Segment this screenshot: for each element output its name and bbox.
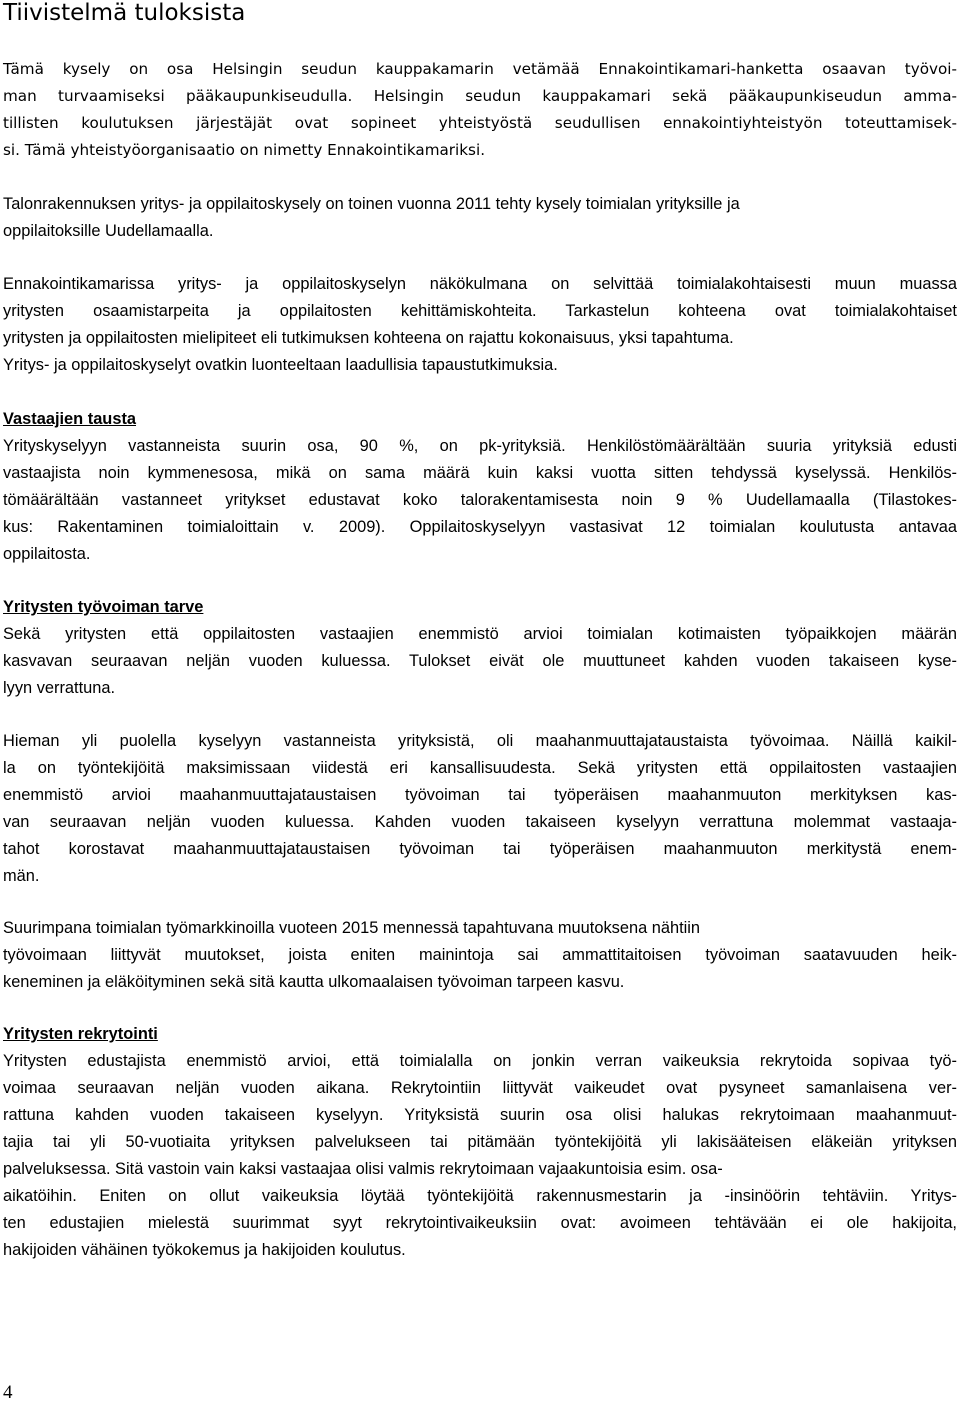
text-line: kus: Rakentaminen toimialoittain v. 2009). Oppilaitoskyselyyn vastasivat 12 toimialan koulutusta antavaa (3, 518, 957, 536)
text-line: män. (3, 867, 40, 885)
workforce-paragraph-1 (3, 621, 957, 702)
text-line: hakijoiden vähäinen työkokemus ja hakijoiden koulutus. (3, 1241, 406, 1259)
viewpoint-paragraph (3, 271, 957, 379)
survey-paragraph (3, 191, 957, 245)
text-line: tömäärältään vastanneet yritykset edustavat koko talorakentamisesta noin 9 % Uudellamaalla (Tilastokes- (3, 491, 957, 509)
section-heading-workforce: Yritysten työvoiman tarve (3, 598, 204, 616)
text-line: Yritys- ja oppilaitoskyselyt ovatkin luonteeltaan laadullisia tapaustutkimuksia. (3, 356, 558, 374)
text-line: ten edustajien mielestä suurimmat syyt rekrytointivaikeuksiin ovat: avoimeen tehtävään ei ole hakijoita, (3, 1214, 957, 1232)
text-line: tajia tai yli 50-vuotiaita yrityksen palvelukseen tai pitämään työntekijöitä yli lakisääteisen eläkeiän yrityksen (3, 1133, 957, 1151)
text-line: tillisten koulutuksen järjestäjät ovat sopineet yhteistyöstä seudullisen ennakointiyhteistyön toteuttamisek- (3, 114, 957, 132)
background-paragraph (3, 433, 957, 568)
page-title: Tiivistelmä tuloksista (3, 0, 246, 26)
text-line: yritysten ja oppilaitosten mielipiteet eli tutkimuksen kohteena on rajattu kokonaisuus, yksi tapahtuma. (3, 329, 734, 347)
recruitment-paragraph (3, 1048, 957, 1264)
text-line: enemmistö arvioi maahanmuuttajataustaisen työvoiman tai työperäisen maahanmuuton merkityksen kas- (3, 786, 957, 804)
text-line: Hieman yli puolella kyselyyn vastanneista yrityksistä, oli maahanmuuttajataustaista työvoimaa. Näillä kaikil- (3, 732, 957, 750)
text-line: man turvaamiseksi pääkaupunkiseudulla. Helsingin seudun kauppakamari sekä pääkaupunkiseudun amma- (3, 87, 957, 105)
text-line: la on työntekijöitä maksimissaan viidestä eri kansallisuudesta. Sekä yritysten että oppilaitosten vastaajien (3, 759, 957, 777)
text-line: Ennakointikamarissa yritys- ja oppilaitoskyselyn näkökulmana on selvittää toimialakohtaisesti muun muassa (3, 275, 957, 293)
workforce-paragraph-3 (3, 915, 957, 996)
text-line: kasvavan seuraavan neljän vuoden kuluessa. Tulokset eivät ole muuttuneet kahden vuoden takaiseen kyse- (3, 652, 957, 670)
text-line: tahot korostavat maahanmuuttajataustaisen työvoiman tai työperäisen maahanmuuton merkitystä enem- (3, 840, 957, 858)
text-line: van seuraavan neljän vuoden kuluessa. Kahden vuoden takaiseen kyselyyn verrattuna molemmat vastaaja- (3, 813, 957, 831)
page-number: 4 (3, 1382, 13, 1403)
section-heading-background: Vastaajien tausta (3, 410, 137, 428)
text-line: palveluksessa. Sitä vastoin vain kaksi vastaajaa olisi valmis rekrytoimaan vajaakuntoisia esim. osa- (3, 1160, 723, 1178)
text-line: si. Tämä yhteistyöorganisaatio on nimetty Ennakointikamariksi. (3, 141, 486, 159)
text-line: Tämä kysely on osa Helsingin seudun kauppakamarin vetämää Ennakointikamari-hanketta osaavan työvoi- (3, 60, 957, 78)
text-line: Sekä yritysten että oppilaitosten vastaajien enemmistö arvioi toimialan kotimaisten työpaikkojen määrän (3, 625, 957, 643)
text-line: vastaajista noin kymmenesosa, mikä on sama määrä kuin kaksi vuotta sitten tehdyssä kyselyssä. Henkilös- (3, 464, 957, 482)
text-line: lyyn verrattuna. (3, 679, 116, 697)
section-heading-recruitment: Yritysten rekrytointi (3, 1025, 158, 1043)
text-line: Suurimpana toimialan työmarkkinoilla vuoteen 2015 mennessä tapahtuvana muutoksena nähtiin (3, 919, 701, 937)
text-line: yritysten osaamistarpeita ja oppilaitosten kehittämiskohteita. Tarkastelun kohteena ovat toimialakohtaiset (3, 302, 957, 320)
text-line: oppilaitosta. (3, 545, 91, 563)
workforce-paragraph-2 (3, 728, 957, 890)
text-line: voimaa seuraavan neljän vuoden aikana. Rekrytointiin liittyvät vaikeudet ovat pysyneet samanlaisena ver- (3, 1079, 957, 1097)
text-line: rattuna kahden vuoden takaiseen kyselyyn. Yrityksistä suurin osa olisi halukas rekrytoimaan maahanmuut- (3, 1106, 957, 1124)
text-line: aikatöihin. Eniten on ollut vaikeuksia löytää työntekijöitä rakennusmestarin ja -insinöörin tehtäviin. Yritys- (3, 1187, 957, 1205)
text-line: Talonrakennuksen yritys- ja oppilaitoskysely on toinen vuonna 2011 tehty kysely toimialan yrityksille ja (3, 195, 740, 213)
text-line: työvoimaan liittyvät muutokset, joista eniten mainintoja sai ammattitaitoisen työvoiman saatavuuden heik- (3, 946, 957, 964)
text-line: oppilaitoksille Uudellamaalla. (3, 222, 214, 240)
text-line: Yrityskyselyyn vastanneista suurin osa, 90 %, on pk-yrityksiä. Henkilöstömäärältään suuria yrityksiä edusti (3, 437, 957, 455)
text-line: keneminen ja eläköityminen sekä sitä kautta ulkomaalaisen työvoiman tarpeen kasvu. (3, 973, 625, 991)
intro-paragraph (3, 56, 957, 164)
text-line: Yritysten edustajista enemmistö arvioi, että toimialalla on jonkin verran vaikeuksia rekrytoida sopivaa työ- (3, 1052, 957, 1070)
